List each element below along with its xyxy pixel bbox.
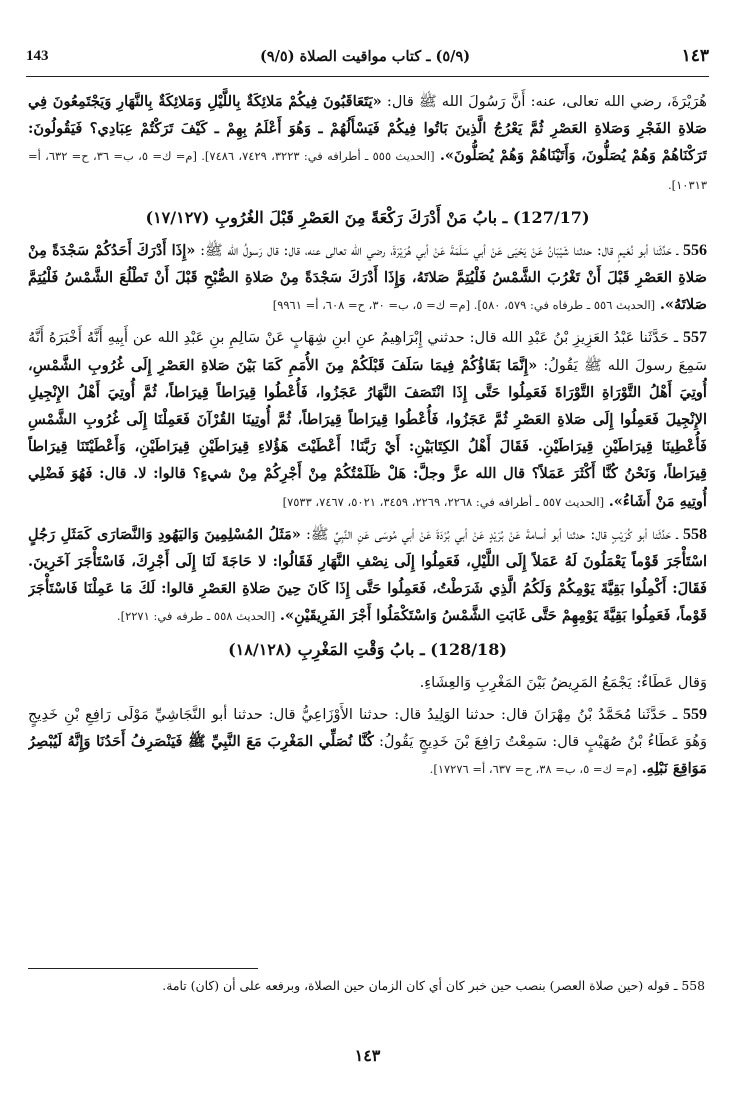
page-header <box>26 36 709 77</box>
chapter-intro: وَقال عَطَاءٌ: يَجْمَعُ المَرِيضُ بَيْنَ المَغْرِبِ وَالعِشَاءِ. <box>419 673 707 691</box>
chapter-heading-127: (127/17) ـ بابُ مَنْ أَدْرَكَ رَكْعَةً مِنَ العَصْرِ قَبْلَ الغُرُوبِ (١٧/١٢٧) <box>145 207 590 227</box>
matn-text: «مَثَلُ المُسْلِمِينَ وَاليَهُودِ وَالنَّصَارَى كَمَثَلِ رَجُلٍ اسْتَأْجَرَ قَوْماً يَعْمَلُونَ لَهُ عَمَلاً إِلَى اللَّيْلِ، فَعَمِلُوا إِلَى نِصْفِ النَّهَارِ فَقَالُوا: لا حَاجَةَ لَنَا إِلَى أَجْرِكَ، فَاسْتَأْجَرَ آخَرِينَ. فَقَالَ: أَكْمِلُوا بَقِيَّةَ يَوْمِكُمْ وَلَكُمُ الَّذِي شَرَطْتُ، فَعَمِلُوا حَتَّى إِذَا كَانَ حِينَ صَلاةِ العَصْرِ قالوا: لَكَ مَا عَمِلْنَا فَاسْتَأْجَرَ قَوْماً، فَعَمِلُوا بَقِيَّةَ يَوْمِهِمْ حَتَّى غَابَتِ الشَّمْسُ وَاسْتَكْمَلُوا أَجْرَ الفَرِيقَيْنِ». <box>28 525 707 625</box>
hadith-reference: [الحديث ٥٥٧ ـ أطرافه في: ٢٢٦٨، ٢٢٦٩، ٣٤٥٩، ٥٠٢١، ٧٤٦٧، ٧٥٣٣] <box>282 494 605 509</box>
matn-text: كُنَّا نُصَلِّي المَغْرِبَ مَعَ النَّبِيِّ ﷺ فَيَنْصَرِفُ أَحَدُنَا وَإِنَّهُ لَيُبْصِرُ مَوَاقِعَ نَبْلِهِ. <box>28 733 707 778</box>
isnad-text: حَدَّثَنا أبو نُعَيمٍ قال: حدثنا شَيْبَانُ عَنْ يَحْيَى عَنْ أبي سَلَمَةَ عَنْ أبي هُرَيْرَةَ، رضي الله تعالى عنه، قال: قال رَسولُ الله ﷺ: <box>195 241 672 259</box>
page-footer-number: ١٤٣ <box>354 1046 381 1065</box>
hadith-number: 556 <box>683 241 707 259</box>
matn-text: «إِنَّمَا بَقَاؤُكُمْ فِيمَا سَلَفَ قَبْلَكُمْ مِنَ الأُمَمِ كَمَا بَيْنَ صَلاةِ العَصْرِ إِلَى غُرُوبِ الشَّمْسِ، أُوتِيَ أَهْلُ التَّوْرَاةِ التَّوْرَاةَ فَعَمِلُوا حَتَّى إِذَا انْتَصَفَ النَّهَارُ عَجَزُوا، فَأُعْطُوا قِيرَاطاً قِيرَاطاً، ثُمَّ أُوتِيَ أَهْلُ الإِنْجِيلِ الإِنْجِيلَ فَعَمِلُوا إِلَى صَلاةِ العَصْرِ ثُمَّ عَجَزُوا، فَأُعْطُوا قِيرَاطاً قِيرَاطاً، ثُمَّ أُوتِينَا القُرْآنَ فَعَمِلْنَا إِلَى غُرُوبِ الشَّمْسِ فَأُعْطِينَا قِيرَاطَيْنِ قِيرَاطَيْنِ. فَقَالَ أَهْلُ الكِتَابَيْنِ: أَيْ رَبَّنَا! أَعْطَيْتَ هَؤُلاءِ قِيرَاطَيْنِ قِيرَاطَيْنِ، وَأَعْطَيْتَنَا قِيرَاطاً قِيرَاطاً، وَنَحْنُ كُنَّا أَكْثَرَ عَمَلاً؟ قال الله عزَّ وجلَّ: هَلْ ظَلَمْتُكُمْ مِنْ أَجْرِكُمْ مِنْ شيءٍ؟ قالوا: لا. قال: فَهُوَ فَضْلِي أُوتِيهِ مَنْ أَشَاءُ». <box>28 356 707 510</box>
matn-text: «إِذَا أَدْرَكَ أَحَدُكُمْ سَجْدَةً مِنْ صَلاةِ العَصْرِ قَبْلَ أَنْ تَغْرُبَ الشَّمْسُ فَلْيُتِمَّ صَلاتَهُ، وَإِذَا أَدْرَكَ سَجْدَةً مِنْ صَلاةِ الصُّبْحِ قَبْلَ أَنْ تَطْلُعَ الشَّمْسُ فَلْيُتِمَّ صَلاتَهُ». <box>28 241 707 314</box>
matn-text: «يَتَعَاقَبُونَ فِيكُمْ مَلائِكَةٌ بِاللَّيْلِ وَمَلائِكَةٌ بِالنَّهَارِ وَيَجْتَمِعُونَ فِي صَلاةِ الفَجْرِ وَصَلاةِ العَصْرِ ثُمَّ يَعْرُجُ الَّذِينَ بَاتُوا فِيكُمْ فَيَسْأَلُهُمْ ـ وَهُوَ أَعْلَمُ بِهِمْ ـ كَيْفَ تَرَكْتُمْ عِبَادِي؟ فَيَقُولُونَ: تَرَكْنَاهُمْ وَهُمْ يُصَلُّونَ، وَأَتَيْنَاهُمْ وَهُمْ يُصَلُّونَ». <box>28 93 707 165</box>
isnad-text: هُرَيْرَةَ، رضي الله تعالى، عنه: أَنَّ رَسُولَ الله ﷺ قال: <box>381 93 707 110</box>
chapter-heading-128: (128/18) ـ بابُ وَقْتِ المَغْرِبِ (١٨/١٢٨) <box>228 639 507 659</box>
page-number-latin: 143 <box>26 47 49 64</box>
hadith-reference: [الحديث ٥٥٦ ـ طرفاه في: ٥٧٩، ٥٨٠]. [م= ك= ٥، ب= ٣٠، ح= ٦٠٨، أ= ٩٩٦١] <box>272 298 656 313</box>
hadith-556: 556 ـ حَدَّثَنا أبو نُعَيمٍ قال: حدثنا شَيْبَانُ عَنْ يَحْيَى عَنْ أبي سَلَمَةَ عَنْ أبي هُرَيْرَةَ، رضي الله تعالى عنه، قال: قال رَسولُ الله ﷺ: «إِذَا أَدْرَكَ أَحَدُكُمْ سَجْدَةً مِنْ صَلاةِ العَصْرِ قَبْلَ أَنْ تَغْرُبَ الشَّمْسُ فَلْيُتِمَّ صَلاتَهُ، وَإِذَا أَدْرَكَ سَجْدَةً مِنْ صَلاةِ الصُّبْحِ قَبْلَ أَنْ تَطْلُعَ الشَّمْسُ فَلْيُتِمَّ صَلاتَهُ». [الحديث ٥٥٦ ـ طرفاه في: ٥٧٩، ٥٨٠]. [م= ك= ٥، ب= ٣٠، ح= ٦٠٨، أ= ٩٩٦١] <box>28 241 707 314</box>
hadith-555-continuation <box>28 88 707 199</box>
isnad-text: حَدَّثَنا عَبْدُ العَزِيزِ بْنُ عَبْدِ الله قال: حدثني إِبْرَاهِيمُ عنِ ابنِ شِهَابٍ عَنْ سَالِمِ بنِ عَبْدِ الله عن أَبِيهِ أَنَّهُ أَخْبَرَهُ أَنَّهُ سَمِعَ رسولَ الله ﷺ يَقُولُ: <box>28 329 707 374</box>
hadith-number: 557 <box>683 329 707 347</box>
page-number-arabic: ١٤٣ <box>681 46 709 66</box>
hadith-reference: [الحديث ٥٥٥ ـ أطرافه في: ٣٢٢٣، ٧٤٢٩، ٧٤٨٦]. [م= ك= ٥، ب= ٣٦، ح= ٦٣٢، أ= ١٠٣١٣]. <box>28 149 707 192</box>
running-title: (٥/٩) ـ كتاب مواقيت الصلاة (٩/٥) <box>259 47 471 65</box>
hadith-559: 559 ـ حَدَّثَنا مُحَمَّدُ بْنُ مِهْرَانَ قال: حدثنا الوَلِيدُ قال: حدثنا الأَوْزَاعِيُّ قال: حدثنا أبو النَّجَاشِيِّ مَوْلَى رَافِعِ بْنِ خَدِيجٍ وَهُوَ عَطَاءُ بْنُ صُهَيْبٍ قال: سَمِعْتُ رَافِعَ بْنَ خَدِيجٍ يَقُولُ: كُنَّا نُصَلِّي المَغْرِبَ مَعَ النَّبِيِّ ﷺ فَيَنْصَرِفُ أَحَدُنَا وَإِنَّهُ لَيُبْصِرُ مَوَاقِعَ نَبْلِهِ. [م= ك= ٥، ب= ٣٨، ح= ٦٣٧، أ= ١٧٢٧٦]. <box>28 705 707 778</box>
isnad-text: حَدَّثَنا مُحَمَّدُ بْنُ مِهْرَانَ قال: حدثنا الوَلِيدُ قال: حدثنا الأَوْزَاعِيُّ قال: حدثنا أبو النَّجَاشِيِّ مَوْلَى رَافِعِ بْنِ خَدِيجٍ وَهُوَ عَطَاءُ بْنُ صُهَيْبٍ قال: سَمِعْتُ رَافِعَ بْنَ خَدِيجٍ يَقُولُ: <box>28 705 707 751</box>
isnad-text: حَدَّثَنا أبو كُرَيْبٍ قال: حدثنا أبو أسامةَ عَنْ بُرَيْدٍ عَنْ أبي بُرْدَةَ عَنْ أبي مُوسَى عَنِ النَّبِيِّ ﷺ: <box>300 525 672 543</box>
hadith-557: 557 ـ حَدَّثَنا عَبْدُ العَزِيزِ بْنُ عَبْدِ الله قال: حدثني إِبْرَاهِيمُ عنِ ابنِ شِهَابٍ عَنْ سَالِمِ بنِ عَبْدِ الله عن أَبِيهِ أَنَّهُ أَخْبَرَهُ أَنَّهُ سَمِعَ رسولَ الله ﷺ يَقُولُ: «إِنَّمَا بَقَاؤُكُمْ فِيمَا سَلَفَ قَبْلَكُمْ مِنَ الأُمَمِ كَمَا بَيْنَ صَلاةِ العَصْرِ إِلَى غُرُوبِ الشَّمْسِ، أُوتِيَ أَهْلُ التَّوْرَاةِ التَّوْرَاةَ فَعَمِلُوا حَتَّى إِذَا انْتَصَفَ النَّهَارُ عَجَزُوا، فَأُعْطُوا قِيرَاطاً قِيرَاطاً، ثُمَّ أُوتِيَ أَهْلُ الإِنْجِيلِ الإِنْجِيلَ فَعَمِلُوا إِلَى صَلاةِ العَصْرِ ثُمَّ عَجَزُوا، فَأُعْطُوا قِيرَاطاً قِيرَاطاً، ثُمَّ أُوتِينَا القُرْآنَ فَعَمِلْنَا إِلَى غُرُوبِ الشَّمْسِ فَأُعْطِينَا قِيرَاطَيْنِ قِيرَاطَيْنِ. فَقَالَ أَهْلُ الكِتَابَيْنِ: أَيْ رَبَّنَا! أَعْطَيْتَ هَؤُلاءِ قِيرَاطَيْنِ قِيرَاطَيْنِ، وَأَعْطَيْتَنَا قِيرَاطاً قِيرَاطاً، وَنَحْنُ كُنَّا أَكْثَرَ عَمَلاً؟ قال الله عزَّ وجلَّ: هَلْ ظَلَمْتُكُمْ مِنْ أَجْرِكُمْ مِنْ شيءٍ؟ قالوا: لا. قال: فَهُوَ فَضْلِي أُوتِيهِ مَنْ أَشَاءُ». [الحديث ٥٥٧ ـ أطرافه في: ٢٢٦٨، ٢٢٦٩، ٣٤٥٩، ٥٠٢١، ٧٤٦٧، ٧٥٣٣] <box>28 329 707 510</box>
hadith-558: 558 ـ حَدَّثَنا أبو كُرَيْبٍ قال: حدثنا أبو أسامةَ عَنْ بُرَيْدٍ عَنْ أبي بُرْدَةَ عَنْ أبي مُوسَى عَنِ النَّبِيِّ ﷺ: «مَثَلُ المُسْلِمِينَ وَاليَهُودِ وَالنَّصَارَى كَمَثَلِ رَجُلٍ اسْتَأْجَرَ قَوْماً يَعْمَلُونَ لَهُ عَمَلاً إِلَى اللَّيْلِ، فَعَمِلُوا إِلَى نِصْفِ النَّهَارِ فَقَالُوا: لا حَاجَةَ لَنَا إِلَى أَجْرِكَ، فَاسْتَأْجَرَ آخَرِينَ. فَقَالَ: أَكْمِلُوا بَقِيَّةَ يَوْمِكُمْ وَلَكُمُ الَّذِي شَرَطْتُ، فَعَمِلُوا حَتَّى إِذَا كَانَ حِينَ صَلاةِ العَصْرِ قالوا: لَكَ مَا عَمِلْنَا فَاسْتَأْجَرَ قَوْماً، فَعَمِلُوا بَقِيَّةَ يَوْمِهِمْ حَتَّى غَابَتِ الشَّمْسُ وَاسْتَكْمَلُوا أَجْرَ الفَرِيقَيْنِ». [الحديث ٥٥٨ ـ طرفه في: ٢٢٧١]. <box>28 525 707 625</box>
hadith-reference: [الحديث ٥٥٨ ـ طرفه في: ٢٢٧١]. <box>116 609 276 624</box>
hadith-number: 559 <box>683 705 707 723</box>
hadith-reference: [م= ك= ٥، ب= ٣٨، ح= ٦٣٧، أ= ١٧٢٧٦]. <box>429 762 637 777</box>
page-body <box>28 88 707 958</box>
footnote: 558 ـ قوله (حين صلاة العصر) بنصب حين خبر كان أي كان الزمان حين الصلاة، وبرفعه على أن (كان) تامة. <box>162 978 705 993</box>
footnote-divider <box>28 968 258 969</box>
hadith-number: 558 <box>683 525 707 543</box>
